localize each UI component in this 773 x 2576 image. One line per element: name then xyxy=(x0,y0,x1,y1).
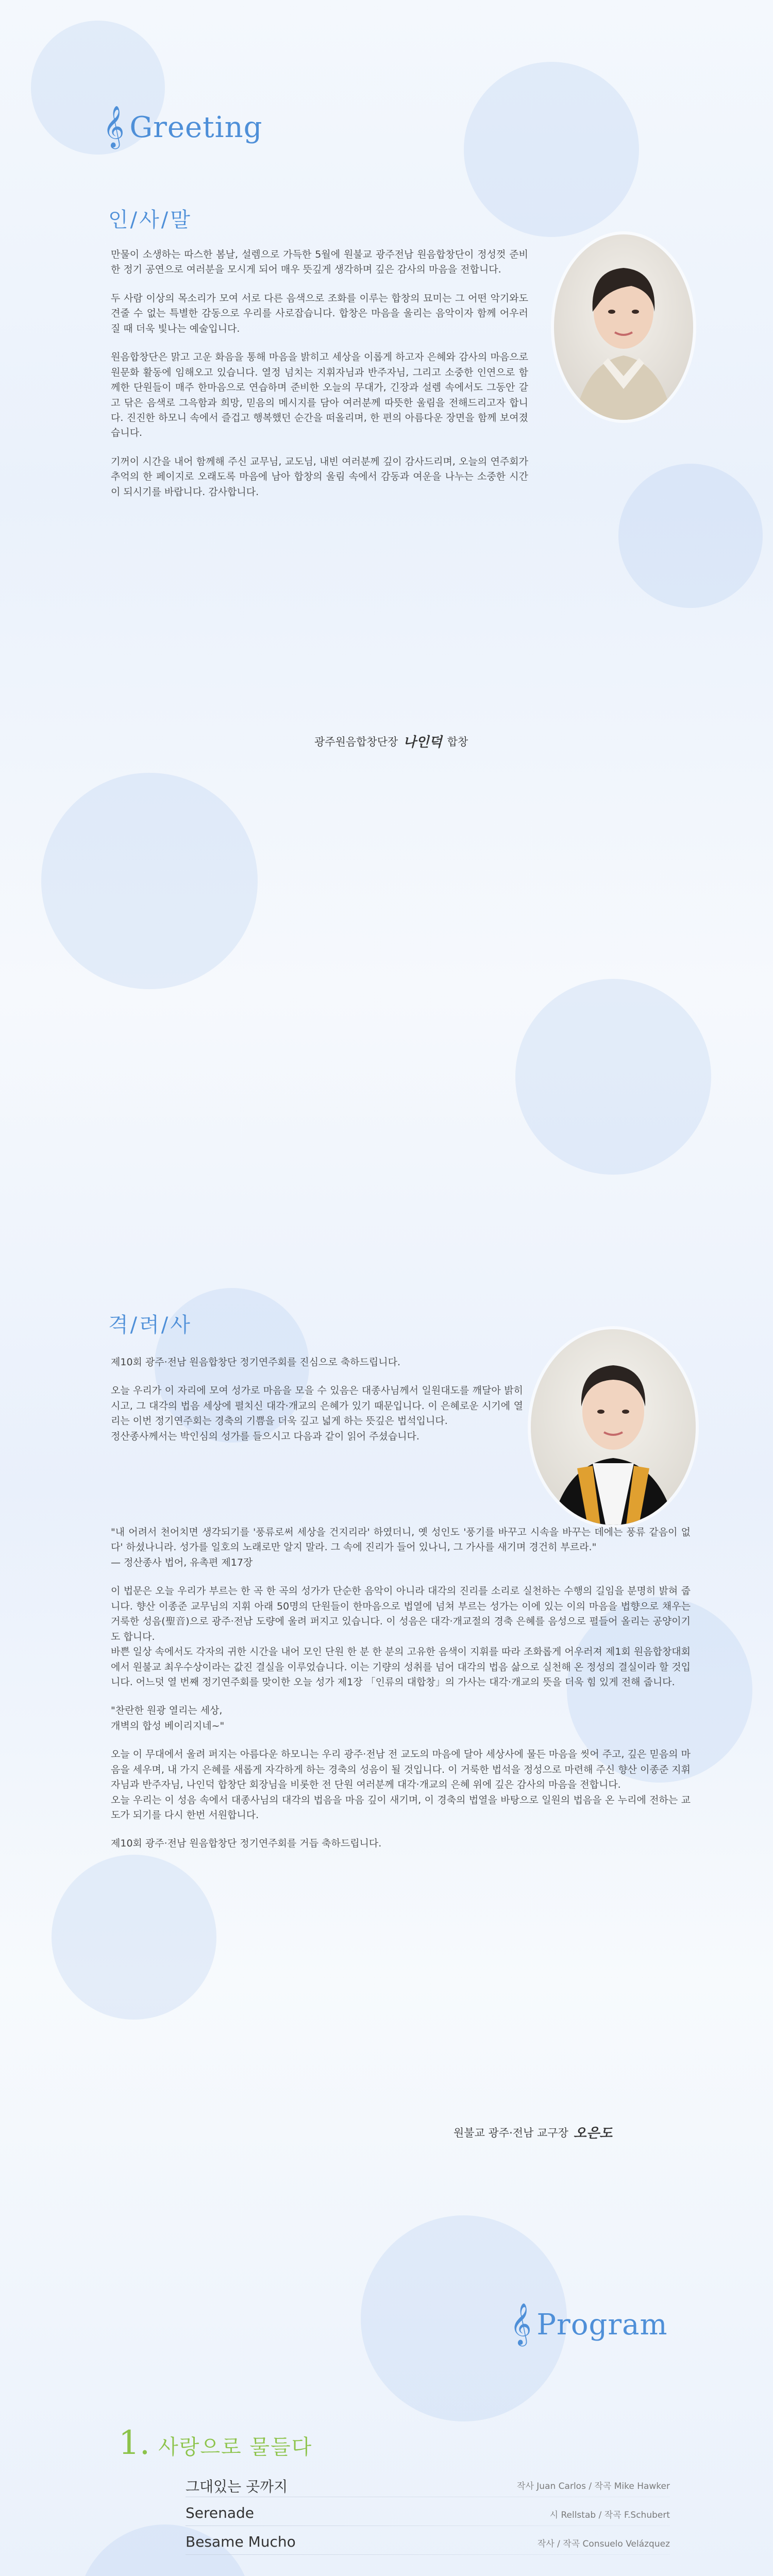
director-portrait xyxy=(554,234,693,420)
congrats-paragraph: 제10회 광주·전남 원음합창단 정기연주회를 진심으로 축하드립니다. xyxy=(111,1357,401,1368)
greeting-kr-title: 인/사/말 xyxy=(108,208,192,232)
greeting-paragraph: 만물이 소생하는 따스한 봄날, 설렘으로 가득한 5월에 원불교 광주전남 원음합창단이 정성껏 준비한 정기 공연으로 여러분을 모시게 되어 매우 뜻깊게 생각하며 깊은 감사의 마음을 전합니다. xyxy=(111,249,528,276)
greeting-paragraph: 원음합창단은 맑고 고운 화음을 통해 마음을 밝히고 세상을 이롭게 하고자 은혜와 감사의 마음으로 원문화 활동에 임해오고 있습니다. 열정 넘치는 지휘자님과 반주자님, 그리고 소중한 인연으로 함께한 단원들이 매주 한마음으로 연습하며 준비한 오늘의 무대가, 긴장과 설렘 속에서도 그동안 갈고 닦은 음색로 그윽함과 희망, 믿음의 메시지를 담아 여러분께 따뜻한 울림을 전해드리고자 합니다. 진진한 하모니 속에서 즐겁고 행복했던 순간을 떠올리며, 한 편의 아름다운 장면을 함께 보여졌습니다. xyxy=(111,351,528,439)
congrats-hymn-quote: "찬란한 원광 열리는 세상, 개벽의 합성 베이리지네~" xyxy=(111,1705,225,1732)
program-item-title: Besame Mucho xyxy=(186,2533,296,2550)
treble-clef-icon: 𝄞 xyxy=(510,2302,532,2345)
program-item-credit: 작사 Juan Carlos / 작곡 Mike Hawker xyxy=(517,2481,670,2492)
program-item-credit: 작사 / 작곡 Consuelo Velázquez xyxy=(537,2539,670,2549)
congrats-body xyxy=(111,1525,691,1865)
program-item-title: Serenade xyxy=(186,2504,255,2521)
congrats-paragraph: 이 법문은 오늘 우리가 부르는 한 곡 한 곡의 성가가 단순한 음악이 아니라 대각의 진리를 소리로 실천하는 수행의 길임을 분명히 밝혀 줍니다. 향산 이종준 교무님의 지휘 아래 50명의 단원들이 한마음으로 법열에 넘쳐 부르는 성가는 이에 있는 이의 마음을 법향으로 채우는 거룩한 성음(聖音)으로 광주·전남 도량에 울려 퍼지고 있습니다. 이 성음은 대각·개교절의 경축 은혜를 음성으로 펼들어 올리는 공양이기도 합니다. 바쁜 일상 속에서도 각자의 귀한 시간을 내어 모인 단원 한 분 한 분의 고유한 음색이 지휘를 따라 조화롭게 어우러져 제1회 원음합창대회에서 원불교 최우수상이라는 값진 결실을 이루었습니다. 이는 기량의 성취를 넘어 대각의 법음 삶으로 실천해 온 정성의 결실이라 할 것입니다. 어느덧 열 번째 정기연주회를 맞이한 오늘 성가 제1장 「인류의 대합창」의 가사는 대각·개교의 뜻을 더욱 힘 있게 전해 줍니다. xyxy=(111,1585,691,1688)
greeting-heading-text: Greeting xyxy=(129,111,263,144)
congrats-paragraph: 오늘 이 무대에서 울려 퍼지는 아름다운 하모니는 우리 광주·전남 전 교도의 마음에 달아 세상사에 물든 마음을 씻어 주고, 깊은 믿음의 마음을 세우며, 내 가지 은혜를 새롭게 자각하게 하는 경축의 성음이 될 것입니다. 이 거룩한 법석을 정성으로 마련해 주신 향산 이종준 지휘자님과 반주자님, 나인덕 합창단 회장님을 비롯한 전 단원 여러분께 대각·개교의 은혜 위에 깊은 감사의 마음을 전합니다. 오늘 우리는 이 성음 속에서 대종사님의 대각의 법음을 마음 깊이 새기며, 이 경축의 법열을 바탕으로 일원의 법음을 온 누리에 전하는 교도가 되기를 다시 한번 서원합니다. xyxy=(111,1749,691,1821)
program-item-title: 그대있는 곳까지 xyxy=(186,2478,288,2495)
program-item-divider xyxy=(186,2554,670,2555)
program-section-title: 사랑으로 물들다 xyxy=(158,2435,313,2459)
greeting-heading xyxy=(103,105,263,147)
greeting-signature xyxy=(314,732,468,751)
congrats-quote: "내 어려서 천어치면 생각되기를 '풍류로써 세상을 건지리라' 하였더니, 옛 성인도 '풍기를 바꾸고 시속을 바꾸는 데에는 풍류 같음이 없다' 하셨나니라. 성가를 일호의 노래로만 알지 말라. 그 속에 진리가 들어 있나니, 그 가사를 새기며 경건히 부르라." — 정산종사 법어, 유촉편 제17장 xyxy=(111,1527,691,1568)
program-item xyxy=(186,2471,670,2500)
signature-title: 광주원음합창단장 xyxy=(314,735,398,748)
congrats-paragraph: 제10회 광주·전남 원음합창단 정기연주회를 거듭 축하드립니다. xyxy=(111,1838,382,1850)
congrats-kr-title: 격/려/사 xyxy=(108,1313,192,1337)
signature-suffix: 합창 xyxy=(447,735,468,748)
program-section-number: 1. xyxy=(119,2424,150,2462)
program-item xyxy=(186,2529,670,2558)
congrats-paragraph: 오늘 우리가 이 자리에 모여 성가로 마음을 모을 수 있음은 대종사님께서 일원대도를 깨달아 밝히시고, 그 대각의 법음 세상에 펼치신 대각·개교의 은혜가 있기 때문입니다. 이 은혜로운 시기에 열리는 이번 정기연주회는 경축의 기쁨을 더욱 깊고 넓게 하는 뜻깊은 법석입니다. 정산종사께서는 박인심의 성가를 들으시고 다음과 같이 읽어 주셨습니다. xyxy=(111,1385,523,1442)
signature-title: 원불교 광주·전남 교구장 xyxy=(453,2126,568,2139)
program-heading-text: Program xyxy=(536,2308,668,2342)
program-section xyxy=(119,2424,670,2558)
bishop-portrait xyxy=(531,1329,696,1525)
program-section-header xyxy=(119,2424,670,2462)
congrats-signature xyxy=(453,2123,612,2142)
greeting-paragraph: 두 사람 이상의 목소리가 모여 서로 다른 음색으로 조화를 이루는 합창의 묘미는 그 어떤 악기와도 견줄 수 없는 특별한 감동으로 우리를 사로잡습니다. 합창은 마음을 울리는 음악이자 함께 어우러질 때 더욱 빛나는 예술입니다. xyxy=(111,292,528,334)
greeting-body xyxy=(111,247,528,513)
signature-name: 나인덕 xyxy=(403,735,442,750)
program-heading xyxy=(510,2302,668,2345)
treble-clef-icon: 𝄞 xyxy=(103,105,125,147)
program-item xyxy=(186,2500,670,2529)
greeting-paragraph: 기꺼이 시간을 내어 함께해 주신 교무님, 교도님, 내빈 여러분께 깊이 감사드리며, 오늘의 연주회가 추억의 한 페이지로 오래도록 마음에 남아 합창의 울림 속에서 감동과 여운을 나누는 소중한 시간이 되시기를 바랍니다. 감사합니다. xyxy=(111,455,528,498)
congrats-body-top xyxy=(111,1355,523,1458)
person-portrait-icon xyxy=(554,234,693,420)
program-item-credit: 시 Rellstab / 작곡 F.Schubert xyxy=(549,2510,670,2520)
signature-name: 오은도 xyxy=(573,2126,613,2141)
person-portrait-icon xyxy=(531,1329,696,1525)
